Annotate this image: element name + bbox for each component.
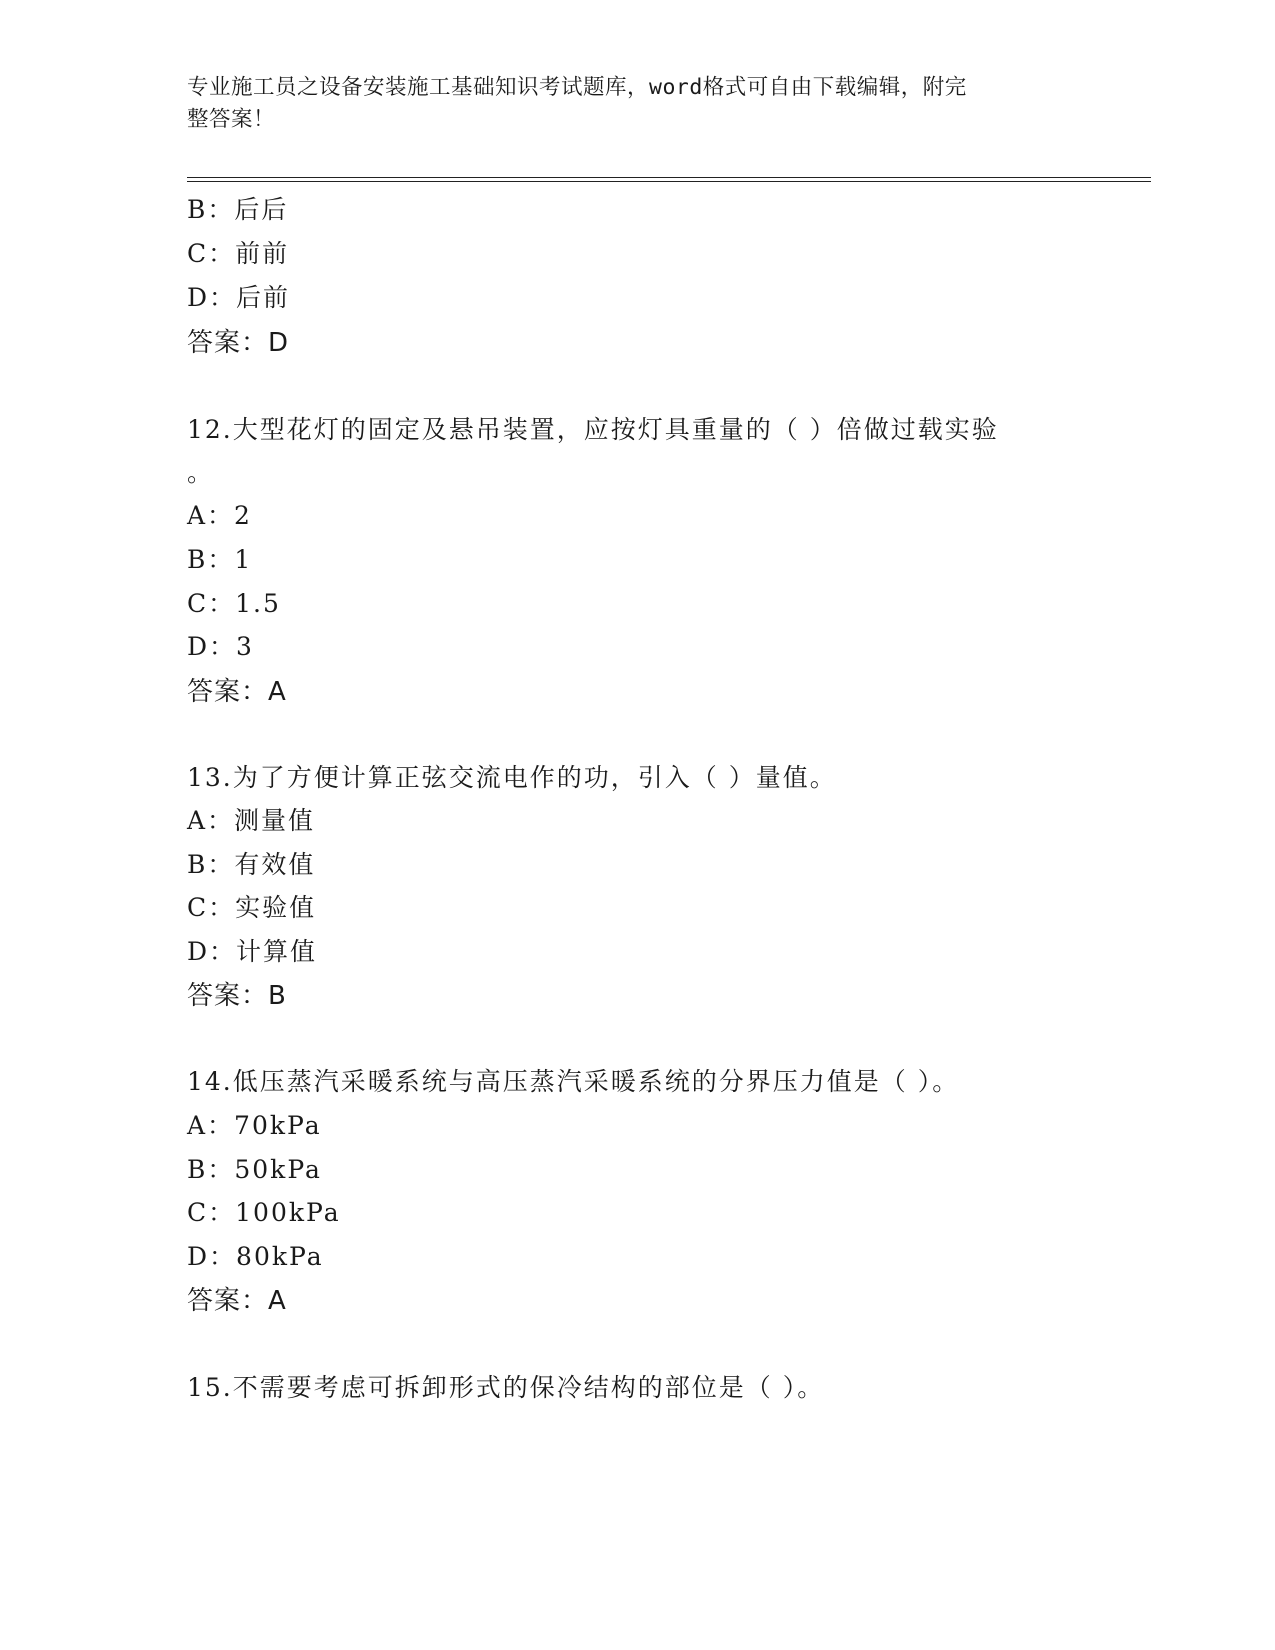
- q12-stem-line-1: 12.大型花灯的固定及悬吊装置，应按灯具重量的（ ）倍做过载实验: [187, 415, 999, 444]
- q12-stem-line-2: 。: [187, 458, 215, 487]
- q13-stem: 13.为了方便计算正弦交流电作的功，引入（ ）量值。: [187, 763, 837, 792]
- document-header: [187, 72, 1067, 136]
- q14-option-c: C：100kPa: [187, 1198, 341, 1227]
- q12-option-c: C：1.5: [187, 589, 281, 618]
- q13-option-a: A：测量值: [187, 806, 316, 835]
- header-divider-bottom: [187, 181, 1151, 182]
- q13-option-b: B：有效值: [187, 850, 316, 879]
- header-line-2: 整答案！: [187, 107, 276, 132]
- q12-answer: 答案：A: [187, 677, 287, 707]
- q11-option-d: D：后前: [187, 283, 291, 312]
- header-line-1: 专业施工员之设备安装施工基础知识考试题库，word格式可自由下载编辑，附完: [187, 75, 967, 100]
- q13-answer: 答案：B: [187, 981, 287, 1011]
- q11-option-b: B：后后: [187, 195, 289, 224]
- q14-option-b: B：50kPa: [187, 1155, 322, 1184]
- q11-option-c: C：前前: [187, 239, 290, 268]
- q14-answer: 答案：A: [187, 1286, 287, 1316]
- q11-answer: 答案：D: [187, 328, 290, 358]
- header-divider-top: [187, 177, 1151, 178]
- q12-option-d: D：3: [187, 632, 254, 661]
- q14-stem: 14.低压蒸汽采暖系统与高压蒸汽采暖系统的分界压力值是（ ）。: [187, 1067, 960, 1096]
- q14-option-a: A：70kPa: [187, 1111, 322, 1140]
- q13-option-d: D：计算值: [187, 937, 318, 966]
- q15-stem: 15.不需要考虑可拆卸形式的保冷结构的部位是（ ）。: [187, 1373, 825, 1402]
- q12-option-b: B：1: [187, 545, 253, 574]
- q13-option-c: C：实验值: [187, 893, 317, 922]
- q12-option-a: A：2: [187, 501, 252, 530]
- q14-option-d: D：80kPa: [187, 1242, 324, 1271]
